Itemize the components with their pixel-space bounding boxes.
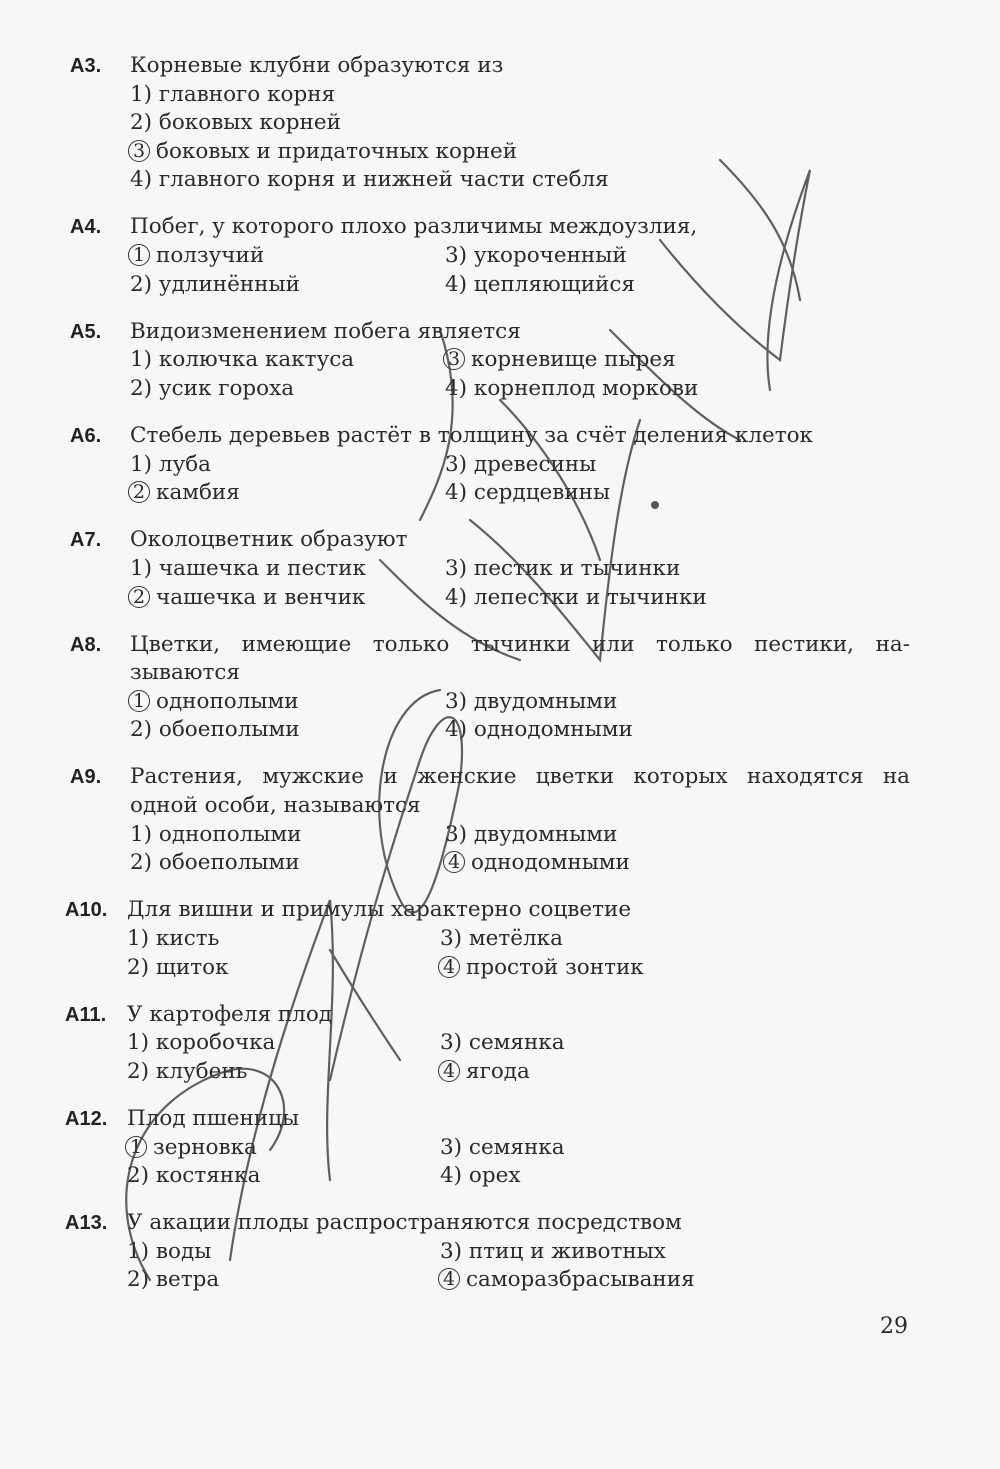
- option-text: орех: [468, 1163, 521, 1189]
- page-number: 29: [880, 1314, 908, 1339]
- option-number: 3): [445, 821, 468, 847]
- answer-option: [127, 1266, 219, 1295]
- option-number: 1): [130, 81, 153, 107]
- option-text: пестик и тычинки: [473, 555, 681, 581]
- question-a8: [0, 631, 1000, 745]
- answer-option: [445, 584, 707, 613]
- option-number: 2): [130, 110, 153, 136]
- option-text: обоеполыми: [158, 717, 300, 743]
- option-text: укороченный: [473, 243, 627, 269]
- answer-option-selected: [440, 954, 644, 983]
- answer-option: [127, 1238, 211, 1267]
- answer-option-selected: [130, 688, 299, 717]
- option-text: колючка кактуса: [158, 347, 355, 373]
- answer-option: [445, 242, 627, 271]
- question-number: A9.: [70, 766, 102, 789]
- question-number: A11.: [65, 1003, 107, 1026]
- question-text: Для вишни и примулы характерно соцветие: [127, 897, 632, 923]
- option-text: чашечка и венчик: [156, 584, 366, 610]
- question-a4: [0, 213, 1000, 299]
- circled-option-number: 4: [438, 1268, 460, 1290]
- option-text: простой зонтик: [466, 954, 644, 980]
- option-number: 1): [127, 925, 150, 951]
- answer-option: [445, 716, 633, 745]
- option-text: обоеполыми: [158, 850, 300, 876]
- answer-option-selected: [130, 479, 240, 508]
- question-number: A13.: [65, 1212, 108, 1235]
- option-text: двудомными: [473, 688, 618, 714]
- question-text: У акации плоды распространяются посредством: [127, 1210, 682, 1236]
- option-number: 3): [445, 451, 468, 477]
- option-number: 3): [445, 555, 468, 581]
- option-text: сердцевины: [473, 480, 611, 506]
- option-text: усик гороха: [158, 375, 295, 401]
- question-number: A7.: [70, 529, 102, 552]
- option-number: 4): [130, 167, 153, 193]
- option-number: 4): [445, 717, 468, 743]
- option-number: 1): [130, 347, 153, 373]
- question-a3: [0, 52, 1000, 195]
- option-text: зерновка: [153, 1134, 257, 1160]
- option-number: 4): [445, 584, 468, 610]
- option-number: 1): [130, 821, 153, 847]
- option-text: саморазбрасывания: [466, 1267, 695, 1293]
- circled-option-number: 2: [128, 586, 150, 608]
- option-text: ветра: [155, 1267, 220, 1293]
- answer-option: [440, 1238, 666, 1267]
- option-number: 3): [440, 1030, 463, 1056]
- answer-option: [130, 346, 354, 375]
- question-text: Плод пшеницы: [127, 1105, 300, 1131]
- question-a7: [0, 526, 1000, 612]
- answer-option-selected: [130, 242, 264, 271]
- option-text: однодомными: [473, 717, 633, 743]
- option-text: цепляющийся: [473, 271, 635, 297]
- question-number: A4.: [70, 216, 102, 239]
- question-text: Побег, у которого плохо различимы междоузлия,: [130, 214, 698, 240]
- option-number: 2): [130, 717, 153, 743]
- answer-option-selected: [130, 138, 517, 167]
- option-number: 3): [440, 925, 463, 951]
- answer-option: [440, 1029, 565, 1058]
- option-text: клубень: [155, 1058, 248, 1084]
- option-number: 2): [130, 850, 153, 876]
- question-number: A5.: [70, 320, 102, 343]
- circled-option-number: 1: [125, 1136, 147, 1158]
- answer-option-selected: [130, 584, 365, 613]
- question-text: зываются: [130, 660, 240, 686]
- question-text: У картофеля плод: [127, 1001, 333, 1027]
- option-number: 1): [130, 555, 153, 581]
- option-text: метёлка: [468, 925, 563, 951]
- option-text: ползучий: [156, 243, 265, 269]
- option-text: однополыми: [156, 688, 299, 714]
- option-text: воды: [155, 1238, 212, 1264]
- answer-option: [440, 925, 563, 954]
- option-text: ягода: [466, 1058, 530, 1084]
- circled-option-number: 4: [438, 1060, 460, 1082]
- answer-option: [127, 954, 229, 983]
- option-number: 3): [440, 1238, 463, 1264]
- answer-option: [130, 716, 300, 745]
- option-text: чашечка и пестик: [158, 555, 366, 581]
- question-list: [0, 52, 1000, 1295]
- answer-option: [445, 451, 596, 480]
- question-a10: [0, 896, 1000, 982]
- answer-option-selected: [440, 1266, 695, 1295]
- answer-option: [445, 821, 617, 850]
- circled-option-number: 4: [438, 956, 460, 978]
- answer-option: [130, 271, 300, 300]
- question-a12: [0, 1105, 1000, 1191]
- option-number: 2): [127, 954, 150, 980]
- option-text: кисть: [155, 925, 220, 951]
- option-text: корнеплод моркови: [473, 375, 699, 401]
- circled-option-number: 4: [443, 851, 465, 873]
- option-number: 1): [127, 1238, 150, 1264]
- question-number: A8.: [70, 633, 102, 656]
- option-number: 3): [440, 1134, 463, 1160]
- answer-option: [445, 688, 617, 717]
- option-text: однодомными: [471, 850, 630, 876]
- option-number: 2): [127, 1058, 150, 1084]
- question-text: Видоизменением побега является: [130, 318, 521, 344]
- question-number: A10.: [65, 899, 108, 922]
- option-text: двудомными: [473, 821, 618, 847]
- option-number: 2): [130, 271, 153, 297]
- answer-option-selected: [127, 1134, 257, 1163]
- option-text: костянка: [155, 1163, 261, 1189]
- option-number: 4): [440, 1163, 463, 1189]
- answer-option: [127, 1058, 247, 1087]
- option-text: древесины: [473, 451, 597, 477]
- option-number: 3): [445, 243, 468, 269]
- option-text: семянка: [468, 1134, 565, 1160]
- answer-option: [130, 109, 341, 138]
- option-text: однополыми: [158, 821, 302, 847]
- question-a9: [0, 763, 1000, 877]
- option-text: лепестки и тычинки: [473, 584, 707, 610]
- option-number: 4): [445, 375, 468, 401]
- answer-option: [127, 1029, 275, 1058]
- answer-option: [130, 375, 294, 404]
- answer-option-selected: [445, 849, 630, 878]
- answer-option: [130, 555, 366, 584]
- answer-option: [445, 375, 698, 404]
- answer-option: [130, 849, 300, 878]
- answer-option: [130, 821, 301, 850]
- answer-option: [127, 925, 219, 954]
- question-number: A12.: [65, 1107, 108, 1130]
- option-text: главного корня и нижней части стебля: [158, 167, 609, 193]
- circled-option-number: 1: [128, 690, 150, 712]
- question-a5: [0, 318, 1000, 404]
- answer-option: [445, 555, 680, 584]
- option-text: луба: [158, 451, 211, 477]
- option-number: 2): [130, 375, 153, 401]
- option-text: семянка: [468, 1030, 565, 1056]
- question-a13: [0, 1209, 1000, 1295]
- answer-option: [445, 479, 610, 508]
- option-text: боковых и придаточных корней: [156, 138, 518, 164]
- option-text: щиток: [155, 954, 229, 980]
- option-text: главного корня: [158, 81, 336, 107]
- question-text: Стебель деревьев растёт в толщину за счёт деления клеток: [130, 423, 813, 449]
- question-a11: [0, 1001, 1000, 1087]
- answer-option-selected: [445, 346, 676, 375]
- question-text: Цветки, имеющие только тычинки или только пестики, на-: [130, 631, 910, 657]
- circled-option-number: 1: [128, 244, 150, 266]
- option-text: птиц и животных: [468, 1238, 666, 1264]
- answer-option: [130, 166, 609, 195]
- option-number: 4): [445, 480, 468, 506]
- option-number: 1): [127, 1030, 150, 1056]
- answer-option: [127, 1162, 260, 1191]
- option-text: камбия: [156, 480, 240, 506]
- option-number: 2): [127, 1163, 150, 1189]
- question-text: Растения, мужские и женские цветки которых находятся на: [130, 764, 910, 790]
- circled-option-number: 3: [443, 348, 465, 370]
- circled-option-number: 2: [128, 481, 150, 503]
- option-text: удлинённый: [158, 271, 300, 297]
- answer-option: [440, 1162, 520, 1191]
- option-number: 1): [130, 451, 153, 477]
- answer-option: [445, 271, 635, 300]
- option-number: 4): [445, 271, 468, 297]
- question-number: A6.: [70, 425, 102, 448]
- question-a6: [0, 422, 1000, 508]
- question-text: одной особи, называются: [130, 793, 421, 819]
- circled-option-number: 3: [128, 140, 150, 162]
- answer-option: [440, 1134, 565, 1163]
- answer-option-selected: [440, 1058, 530, 1087]
- question-number: A3.: [70, 55, 102, 77]
- question-text: Околоцветник образуют: [130, 527, 408, 553]
- option-number: 3): [445, 688, 468, 714]
- answer-option: [130, 451, 211, 480]
- question-text: Корневые клубни образуются из: [130, 53, 504, 78]
- answer-option: [130, 81, 335, 110]
- option-text: корневище пырея: [471, 347, 676, 373]
- option-text: боковых корней: [158, 110, 341, 136]
- option-number: 2): [127, 1267, 150, 1293]
- option-text: коробочка: [155, 1030, 276, 1056]
